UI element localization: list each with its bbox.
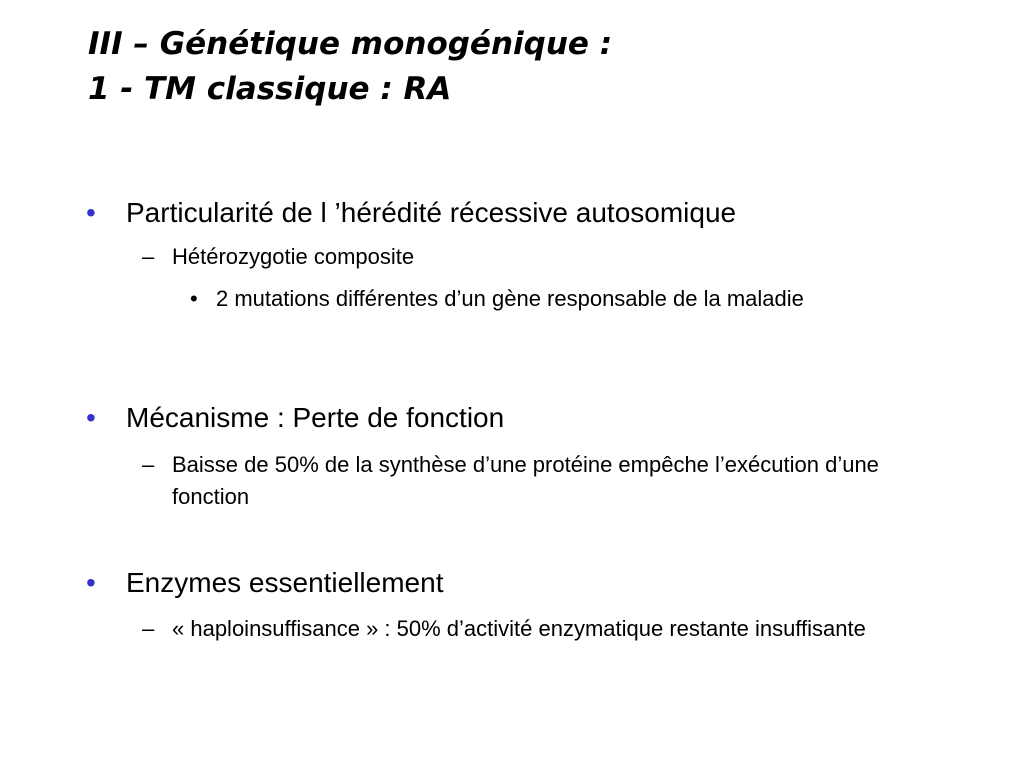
sub-sub-bullet-text: 2 mutations différentes d’un gène responsable de la maladie (216, 286, 804, 311)
dash-marker: – (142, 244, 155, 269)
dash-marker: – (142, 452, 155, 477)
bullet-text: Enzymes essentiellement (126, 567, 444, 598)
sub-bullet-baisse (142, 449, 962, 513)
title-line-2: 1 - TM classique : RA (88, 71, 452, 107)
dash-marker: – (142, 616, 155, 641)
bullet-heredite (86, 196, 737, 230)
sub-bullet-marker: • (190, 286, 198, 311)
sub-bullet-haploinsuffisance (142, 613, 962, 645)
bullet-text: Mécanisme : Perte de fonction (126, 402, 505, 433)
bullet-enzymes (86, 566, 444, 600)
sub-bullet-text: Hétérozygotie composite (172, 244, 415, 269)
bullet-text: Particularité de l ’hérédité récessive autosomique (126, 197, 737, 228)
bullet-marker: • (86, 567, 96, 598)
bullet-mecanisme (86, 401, 505, 435)
sub-bullet-text: Baisse de 50% de la synthèse d’une protéine empêche l’exécution d’une fonction (172, 452, 879, 509)
sub-bullet-heterozygotie (142, 241, 962, 273)
bullet-marker: • (86, 197, 96, 228)
bullet-marker: • (86, 402, 96, 433)
sub-bullet-text: « haploinsuffisance » : 50% d’activité enzymatique restante insuffisante (172, 616, 866, 641)
sub-sub-bullet-mutations (190, 283, 916, 315)
title-line-1: III – Génétique monogénique : (88, 26, 613, 62)
